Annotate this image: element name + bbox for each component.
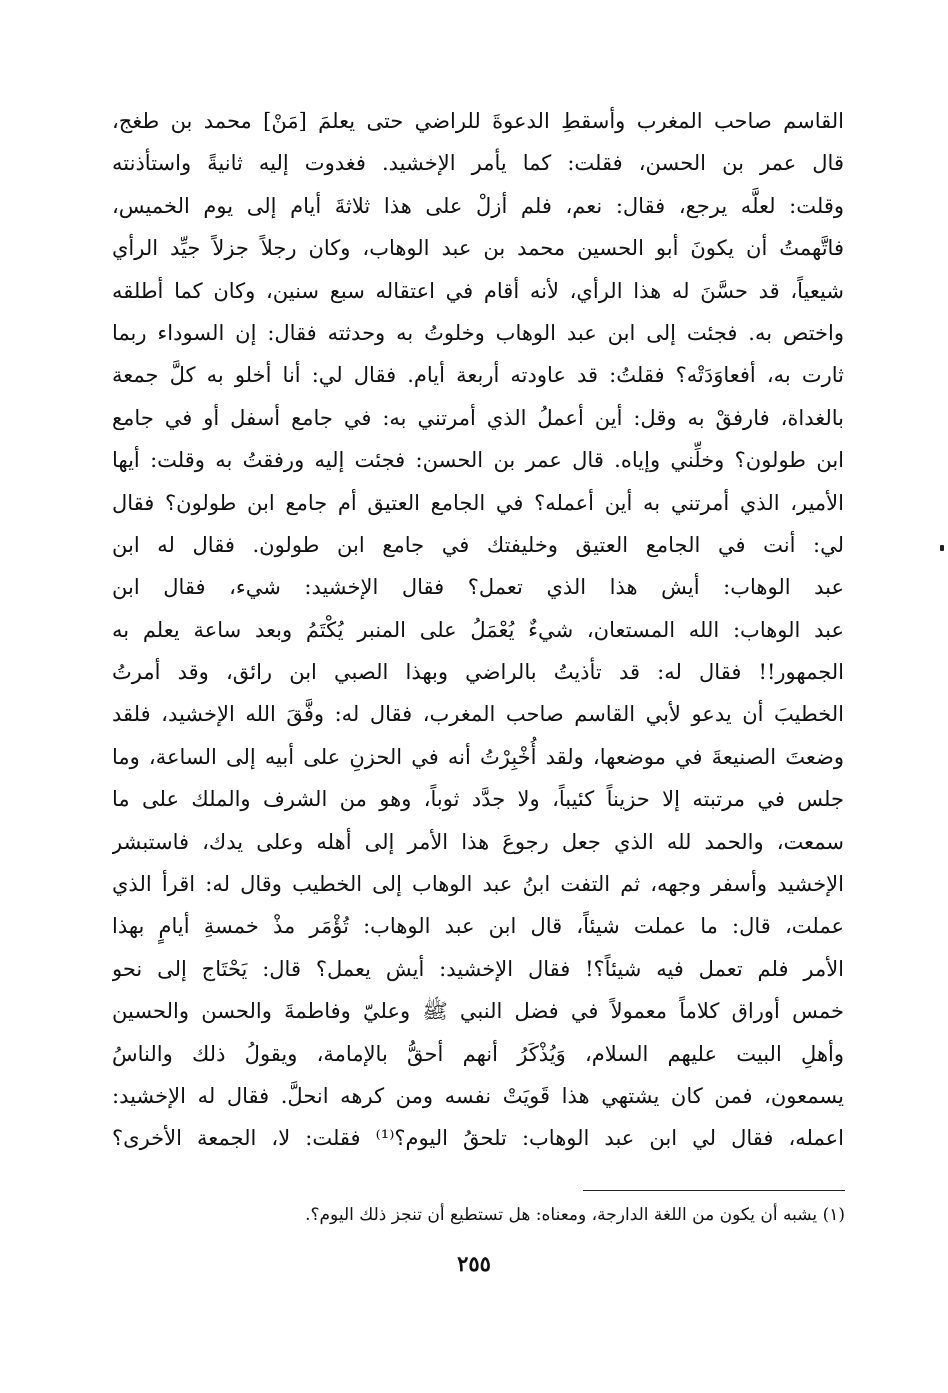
margin-mark xyxy=(940,545,944,551)
text-line: عملت، قال: ما عملت شيئاً، قال ابن عبد الوهاب: تُؤْمَر مذْ خمسةِ أيامٍ بهذا xyxy=(112,914,844,939)
text-line: بالغداة، فارفقْ به وقل: أين أعملُ الذي أمرتني به: في جامع أسفل أو في جامع xyxy=(112,405,844,430)
text-line: لي: أنت في الجامع العتيق وخليفتك في جامع ابن طولون. فقال له ابن xyxy=(112,532,844,557)
text-line: ثارت به، أفعاوَدَتْه؟ فقلتُ: قد عاودته أربعة أيام. فقال لي: أنا أخلو به كلَّ جمعة xyxy=(112,363,844,388)
footnote-divider xyxy=(583,1190,845,1191)
text-line: الإخشيد وأسفر وجهه، ثم التفت ابنُ عبد الوهاب إلى الخطيب وقال له: اقرأ الذي xyxy=(112,872,844,897)
text-line: اعمله، فقال لي ابن عبد الوهاب: تلحقُ اليوم؟⁽¹⁾ فقلت: لا، الجمعة الأخرى؟ xyxy=(112,1126,844,1151)
text-line: الأمر فلم تعمل فيه شيئاً؟! فقال الإخشيد: أيش يعمل؟ قال: يَحْتَاج إلى نحو xyxy=(112,956,844,981)
text-line: الأمير، الذي أمرتني به أين أعمله؟ في الجامع العتيق أم جامع ابن طولون؟ فقال xyxy=(112,490,844,515)
text-line: عبد الوهاب: الله المستعان، شيءٌ يُعْمَلُ على المنبر يُكْتَمُ وبعد ساعة يعلم به xyxy=(112,617,844,642)
text-line: جلس في مرتبته إلا حزيناً كئيباً، ولا جدَّد ثوباً، وهو من الشرف والملك على ما xyxy=(112,787,844,812)
text-line: القاسم صاحب المغرب وأسقطِ الدعوةَ للراضي حتى يعلمَ [مَنْ] محمد بن طغج، xyxy=(112,109,844,133)
text-line: عبد الوهاب: أيش هذا الذي تعمل؟ فقال الإخشيد: شيء، فقال ابن xyxy=(112,575,844,600)
text-line: الخطيبَ أن يدعو لأبي القاسم صاحب المغرب، فقال له: وفَّقَ الله الإخشيد، فلقد xyxy=(112,702,844,727)
text-line: وقلت: لعلَّه يرجع، فقال: نعم، فلم أزلْ على هذا ثلاثةَ أيام إلى يوم الخميس، xyxy=(112,193,844,218)
text-line: فاتَّهمتُ أن يكونَ أبو الحسين محمد بن عبد الوهاب، وكان رجلاً جزلاً جيِّد الرأي xyxy=(112,236,844,261)
text-line: ابن طولون؟ وخلِّني وإياه. قال عمر بن الحسن: فجئت إليه ورفقتُ به وقلت: أيها xyxy=(112,448,844,473)
text-line: خمس أوراق كلاماً معمولاً في فضل النبي ﷺ وعليّ وفاطمةَ والحسن والحسين xyxy=(112,999,844,1024)
page-number: ٢٥٥ xyxy=(457,1251,491,1276)
text-line: قال عمر بن الحسن، فقلت: كما يأمر الإخشيد. فغدوت إليه ثانيةً واستأذنته xyxy=(112,151,844,176)
text-line: يسمعون، فمن كان يشتهي هذا قَويَتْ نفسه ومن كرهه انحلَّ. فقال له الإخشيد: xyxy=(112,1083,844,1108)
body-text xyxy=(112,100,844,1160)
text-line: سمعت، والحمد لله الذي جعل رجوعَ هذا الأمر إلى أهله وعلى يدك، فاستبشر xyxy=(112,829,844,854)
text-line: واختص به. فجئت إلى ابن عبد الوهاب وخلوتُ به وحدثته فقال: إن السوداء ربما xyxy=(112,320,844,345)
text-line: وأهلِ البيت عليهم السلام، وَيُذْكَرُ أنهم أحقُّ بالإمامة، ويقولُ ذلك والناسُ xyxy=(112,1041,844,1066)
text-line: شيعياً، قد حسَّنَ له هذا الرأي، لأنه أقام في اعتقاله سبع سنين، وكان كما أطلقه xyxy=(112,278,844,303)
text-line: الجمهور!! فقال له: قد تأذيتُ بالراضي وبهذا الصبي ابن رائق، وقد أمرتُ xyxy=(112,660,844,685)
footnote: (١) يشبه أن يكون من اللغة الدارجة، ومعناه: هل تستطيع أن تنجز ذلك اليوم؟. xyxy=(305,1205,845,1225)
text-line: وضعتَ الصنيعةَ في موضعها، ولقد أُخْبِرْتُ أنه في الحزنِ على أبيه إلى الساعة، وما xyxy=(112,744,844,769)
